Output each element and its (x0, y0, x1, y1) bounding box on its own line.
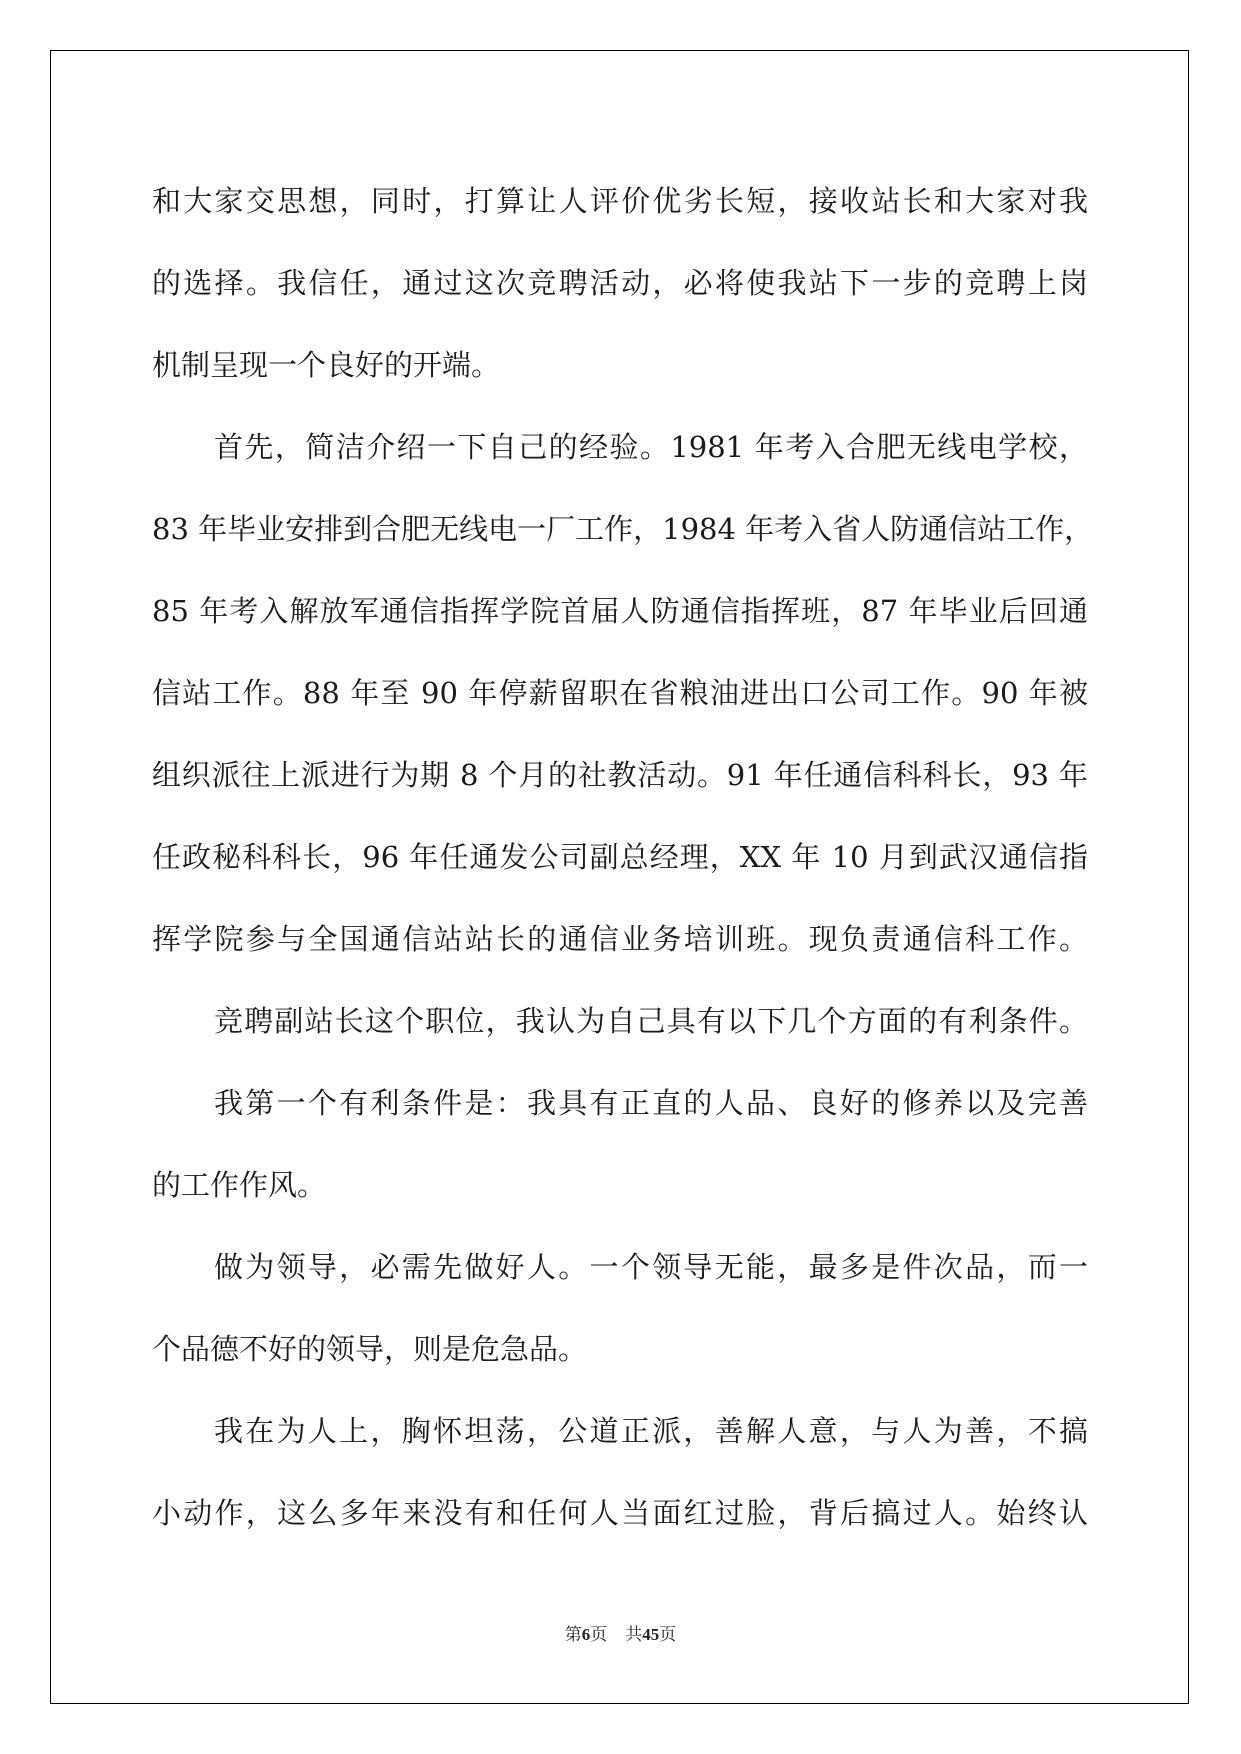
paragraph (152, 1062, 1088, 1226)
text-line: 组织派往上派进行为期 8 个月的社教活动。91 年任通信科科长，93 年 (152, 758, 1088, 792)
text-line: 和大家交思想，同时，打算让人评价优劣长短，接收站长和大家对我 (152, 184, 1088, 218)
footer-page-prefix: 第 (564, 1625, 582, 1645)
page-footer (0, 1624, 1241, 1646)
text-line: 我第一个有利条件是：我具有正直的人品、良好的修养以及完善 (214, 1086, 1088, 1120)
text-line: 竞聘副站长这个职位，我认为自己具有以下几个方面的有利条件。 (214, 1004, 1088, 1038)
footer-total-suffix: 页 (659, 1625, 677, 1645)
footer-total-prefix: 共 (625, 1625, 643, 1645)
footer-total-pages: 45 (642, 1625, 660, 1644)
text-line: 83 年毕业安排到合肥无线电一厂工作，1984 年考入省人防通信站工作， (152, 512, 1094, 546)
text-line: 的工作作风。 (152, 1168, 327, 1202)
paragraph (152, 1390, 1088, 1554)
paragraph (152, 980, 1088, 1062)
text-line: 个品德不好的领导，则是危急品。 (152, 1332, 588, 1366)
text-line: 机制呈现一个良好的开端。 (152, 348, 501, 382)
text-line: 做为领导，必需先做好人。一个领导无能，最多是件次品，而一 (214, 1250, 1088, 1284)
text-line: 我在为人上，胸怀坦荡，公道正派，善解人意，与人为善，不搞 (214, 1414, 1088, 1448)
paragraph (152, 160, 1088, 406)
footer-page-number: 6 (581, 1625, 591, 1644)
text-line: 首先，简洁介绍一下自己的经验。1981 年考入合肥无线电学校， (214, 430, 1088, 464)
text-line: 小动作，这么多年来没有和任何人当面红过脸，背后搞过人。始终认 (152, 1496, 1088, 1530)
text-line: 任政秘科科长，96 年任通发公司副总经理，XX 年 10 月到武汉通信指 (152, 840, 1088, 874)
paragraph (152, 406, 1094, 980)
text-line: 挥学院参与全国通信站站长的通信业务培训班。现负责通信科工作。 (152, 922, 1088, 956)
paragraph (152, 1226, 1088, 1390)
text-line: 信站工作。88 年至 90 年停薪留职在省粮油进出口公司工作。90 年被 (152, 676, 1088, 710)
text-line: 的选择。我信任，通过这次竞聘活动，必将使我站下一步的竞聘上岗 (152, 266, 1088, 300)
footer-page-suffix: 页 (590, 1625, 608, 1645)
document-body (152, 160, 1094, 1554)
text-line: 85 年考入解放军通信指挥学院首届人防通信指挥班，87 年毕业后回通 (152, 594, 1088, 628)
